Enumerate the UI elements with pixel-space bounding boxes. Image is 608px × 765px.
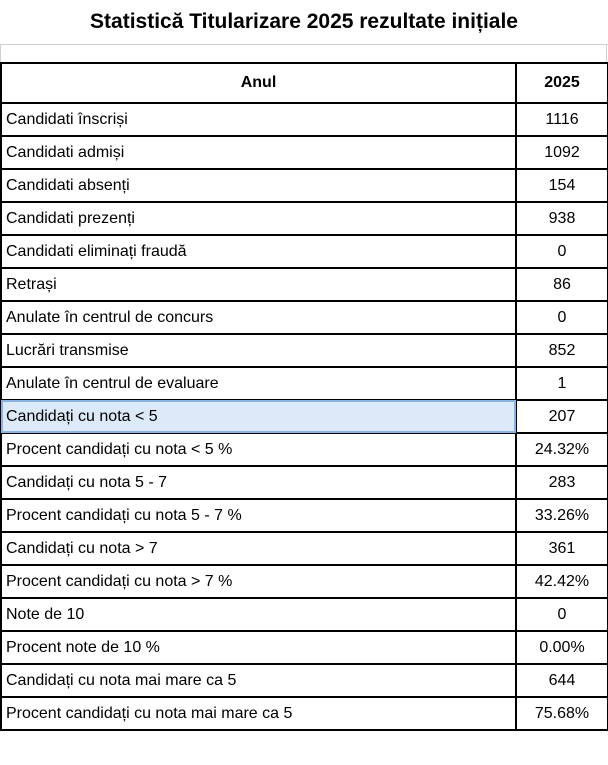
table-row (1, 565, 608, 598)
table-row (1, 103, 608, 136)
row-value-cell[interactable]: 1 (516, 367, 608, 400)
row-label-cell[interactable]: Candidati înscriși (1, 103, 516, 136)
table-row (1, 367, 608, 400)
row-label-cell[interactable]: Procent candidați cu nota mai mare ca 5 (1, 697, 516, 730)
row-value-cell[interactable]: 852 (516, 334, 608, 367)
row-value-cell[interactable]: 938 (516, 202, 608, 235)
table-row (1, 169, 608, 202)
row-value-cell[interactable]: 0.00% (516, 631, 608, 664)
selected-cell[interactable]: Candidați cu nota < 5 (1, 400, 516, 433)
table-row (1, 433, 608, 466)
table-row (1, 235, 608, 268)
table-row (1, 301, 608, 334)
row-value-cell[interactable]: 154 (516, 169, 608, 202)
header-row (1, 63, 608, 103)
statistics-table (0, 62, 608, 731)
table-row (1, 268, 608, 301)
row-label-cell[interactable]: Anulate în centrul de concurs (1, 301, 516, 334)
row-label-cell[interactable]: Procent candidați cu nota 5 - 7 % (1, 499, 516, 532)
row-label-cell[interactable]: Candidați cu nota mai mare ca 5 (1, 664, 516, 697)
row-value-cell[interactable]: 1116 (516, 103, 608, 136)
row-value-cell[interactable]: 0 (516, 598, 608, 631)
row-value-cell[interactable]: 644 (516, 664, 608, 697)
gridline (0, 44, 1, 62)
row-label-cell[interactable]: Candidati eliminați fraudă (1, 235, 516, 268)
row-label-cell[interactable]: Procent candidați cu nota < 5 % (1, 433, 516, 466)
row-value-cell[interactable]: 86 (516, 268, 608, 301)
row-value-cell[interactable]: 0 (516, 235, 608, 268)
row-value-cell[interactable]: 33.26% (516, 499, 608, 532)
row-value-cell[interactable]: 361 (516, 532, 608, 565)
empty-row[interactable] (0, 44, 608, 63)
row-label-cell[interactable]: Procent note de 10 % (1, 631, 516, 664)
table-row (1, 532, 608, 565)
table-row (1, 631, 608, 664)
row-label-cell[interactable]: Retrași (1, 268, 516, 301)
row-value-cell[interactable]: 42.42% (516, 565, 608, 598)
row-label-cell[interactable]: Candidați cu nota > 7 (1, 532, 516, 565)
table-row (1, 136, 608, 169)
row-label-cell[interactable]: Candidati absenți (1, 169, 516, 202)
row-value-cell[interactable]: 75.68% (516, 697, 608, 730)
row-label-cell[interactable]: Anulate în centrul de evaluare (1, 367, 516, 400)
row-label-cell[interactable]: Candidați cu nota 5 - 7 (1, 466, 516, 499)
table-row (1, 598, 608, 631)
row-value-cell[interactable]: 24.32% (516, 433, 608, 466)
row-label-cell[interactable]: Lucrări transmise (1, 334, 516, 367)
row-label-cell[interactable]: Note de 10 (1, 598, 516, 631)
row-value-cell[interactable]: 283 (516, 466, 608, 499)
row-label-cell[interactable]: Candidati admiși (1, 136, 516, 169)
table-row (1, 400, 608, 433)
header-cell-year-value[interactable]: 2025 (516, 63, 608, 103)
table-row (1, 499, 608, 532)
table-row (1, 334, 608, 367)
table-row (1, 202, 608, 235)
row-label-cell[interactable]: Procent candidați cu nota > 7 % (1, 565, 516, 598)
row-value-cell[interactable]: 207 (516, 400, 608, 433)
table-row (1, 664, 608, 697)
table-row (1, 466, 608, 499)
row-value-cell[interactable]: 0 (516, 301, 608, 334)
row-value-cell[interactable]: 1092 (516, 136, 608, 169)
row-label-cell[interactable]: Candidati prezenți (1, 202, 516, 235)
table-row (1, 697, 608, 730)
header-cell-year-label[interactable]: Anul (1, 63, 516, 103)
page-title: Statistică Titularizare 2025 rezultate inițiale (90, 10, 518, 33)
gridline (606, 44, 607, 62)
